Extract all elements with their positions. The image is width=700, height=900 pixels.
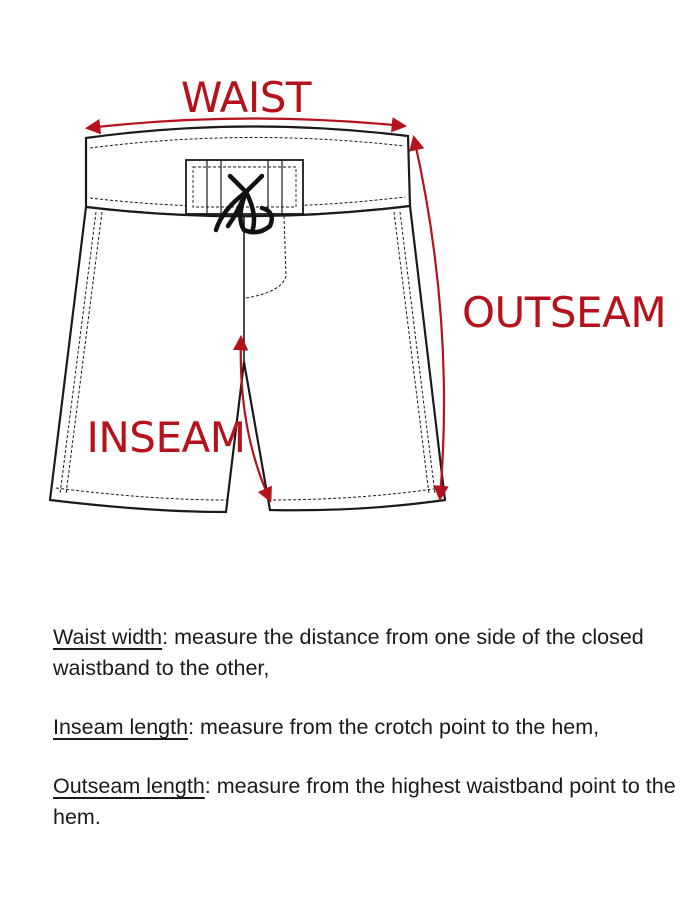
outseam-instruction	[53, 771, 683, 833]
inseam-term: Inseam length	[53, 715, 189, 739]
inseam-description: : measure from the crotch point to the hem,	[188, 715, 600, 739]
shorts-body	[50, 206, 445, 512]
measurement-instructions	[53, 622, 683, 861]
outseam-term: Outseam length	[53, 774, 205, 798]
waist-label: WAIST	[180, 73, 312, 122]
waist-term: Waist width	[53, 625, 163, 649]
inseam-instruction	[53, 712, 683, 743]
inseam-label: INSEAM	[86, 413, 246, 462]
outseam-label: OUTSEAM	[461, 288, 667, 337]
waist-instruction	[53, 622, 683, 684]
waist-description: : measure the distance from one side of the closed waistband to the other,	[53, 625, 644, 680]
outseam-description: : measure from the highest waistband point to the hem.	[53, 774, 676, 829]
belt-panel	[186, 160, 303, 214]
